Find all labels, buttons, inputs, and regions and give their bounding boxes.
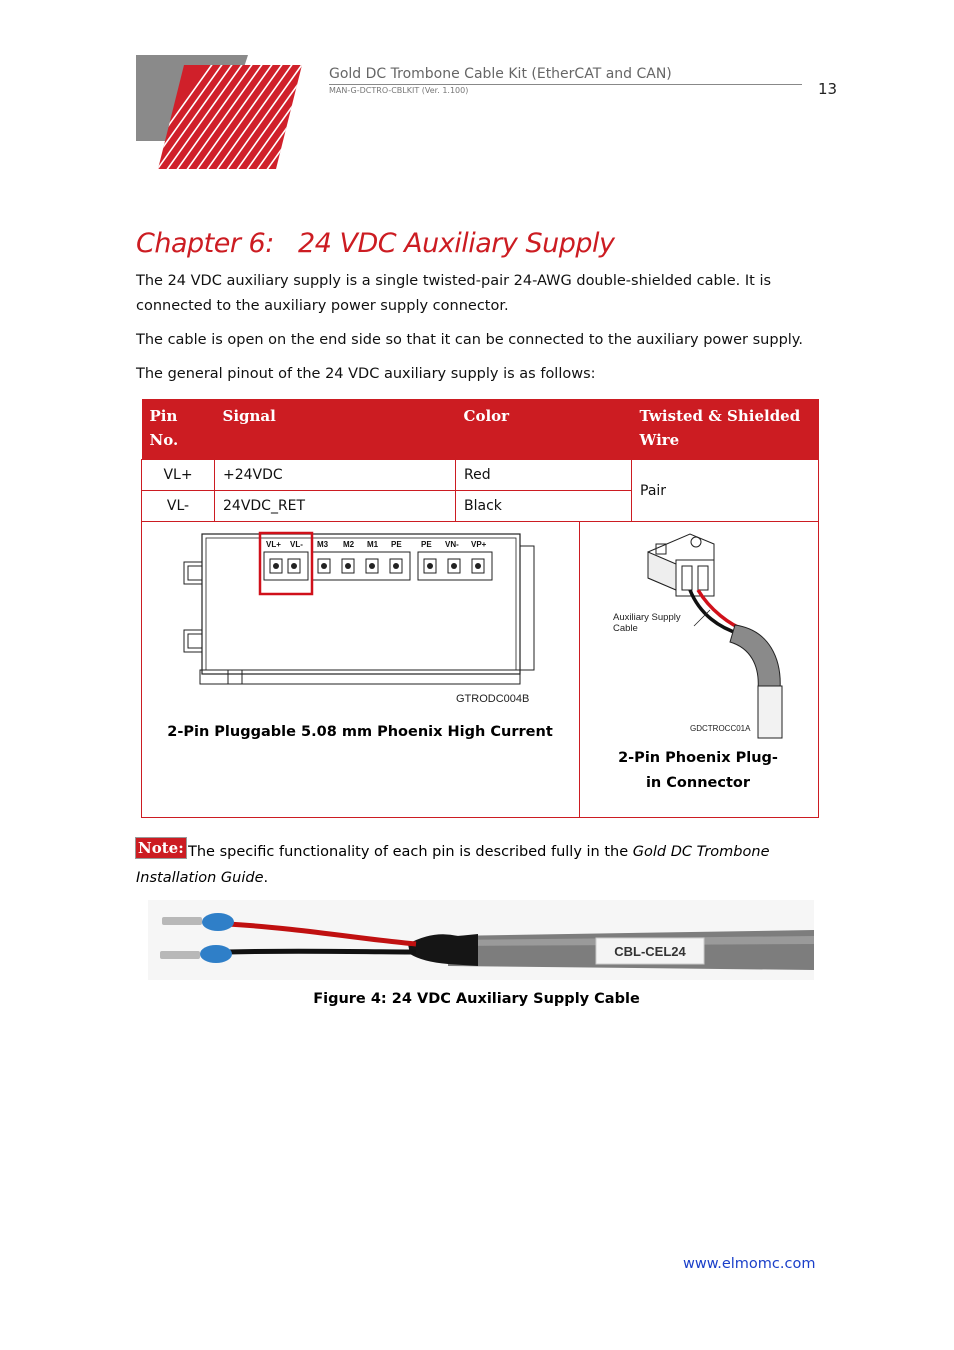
col-header-pin: Pin No.: [142, 399, 215, 460]
cell-pin: VL+: [142, 460, 215, 491]
callout-auxiliary-supply-cable: Auxiliary Supply Cable: [613, 612, 681, 634]
note-label: Note:: [138, 839, 184, 857]
table-header-row: [142, 399, 819, 460]
footer-link[interactable]: www.elmomc.com: [683, 1256, 816, 1272]
pin-label: VN-: [445, 540, 459, 549]
pin-label: PE: [421, 540, 432, 549]
cell-signal: 24VDC_RET: [215, 491, 456, 522]
cell-wire: Pair: [632, 460, 819, 522]
table-row: [142, 460, 819, 491]
col-header-signal: Signal: [215, 399, 456, 460]
cell-color: Black: [456, 491, 632, 522]
header-title: Gold DC Trombone Cable Kit (EtherCAT and CAN): [329, 66, 672, 82]
note-body: The specific functionality of each pin is described fully in the: [188, 844, 633, 860]
figure-divider: [579, 521, 580, 817]
note-end: .: [263, 870, 269, 886]
pinout-table: [141, 399, 819, 522]
figure-caption-right: 2-Pin Phoenix Plug-in Connector: [618, 750, 778, 791]
col-header-color: Color: [456, 399, 632, 460]
paragraph: The cable is open on the end side so that it can be connected to the auxiliary power supply.: [136, 332, 803, 348]
paragraph: The 24 VDC auxiliary supply is a single twisted-pair 24-AWG double-shielded cable. It is connected to the auxiliary power supply connector.: [136, 273, 772, 314]
drawing-code: GDCTROCC01A: [690, 724, 751, 733]
cell-color: Red: [456, 460, 632, 491]
cell-signal: +24VDC: [215, 460, 456, 491]
pin-label: PE: [391, 540, 402, 549]
chapter-title: Chapter 6: 24 VDC Auxiliary Supply: [136, 228, 615, 259]
header-rule: [329, 84, 802, 85]
pin-label: M2: [343, 540, 355, 549]
cable-label: CBL-CEL24: [614, 944, 686, 959]
pin-label: VL-: [290, 540, 303, 549]
plug-connector-drawing: [600, 530, 800, 740]
header-subtitle: MAN-G-DCTRO-CBLKIT (Ver. 1.100): [329, 86, 469, 95]
pin-label: VL+: [266, 540, 281, 549]
elmo-logo: [136, 55, 320, 169]
cable-photo: [148, 900, 814, 980]
page-number: 13: [818, 80, 838, 98]
note-text: [136, 839, 826, 891]
drawing-code: GTRODC004B: [456, 693, 530, 705]
col-header-wire: Twisted & Shielded Wire: [632, 399, 819, 460]
pin-label: M3: [317, 540, 329, 549]
note-reference-title: Gold DC Trombone Installation Guide: [136, 844, 770, 886]
figure-caption: Figure 4: 24 VDC Auxiliary Supply Cable: [313, 991, 640, 1007]
pin-label: VP+: [471, 540, 487, 549]
figure-caption-left: 2-Pin Pluggable 5.08 mm Phoenix High Current: [167, 724, 553, 740]
pin-label: M1: [367, 540, 379, 549]
paragraph: The general pinout of the 24 VDC auxiliary supply is as follows:: [136, 366, 596, 382]
cell-pin: VL-: [142, 491, 215, 522]
drive-connector-drawing: [180, 530, 545, 690]
